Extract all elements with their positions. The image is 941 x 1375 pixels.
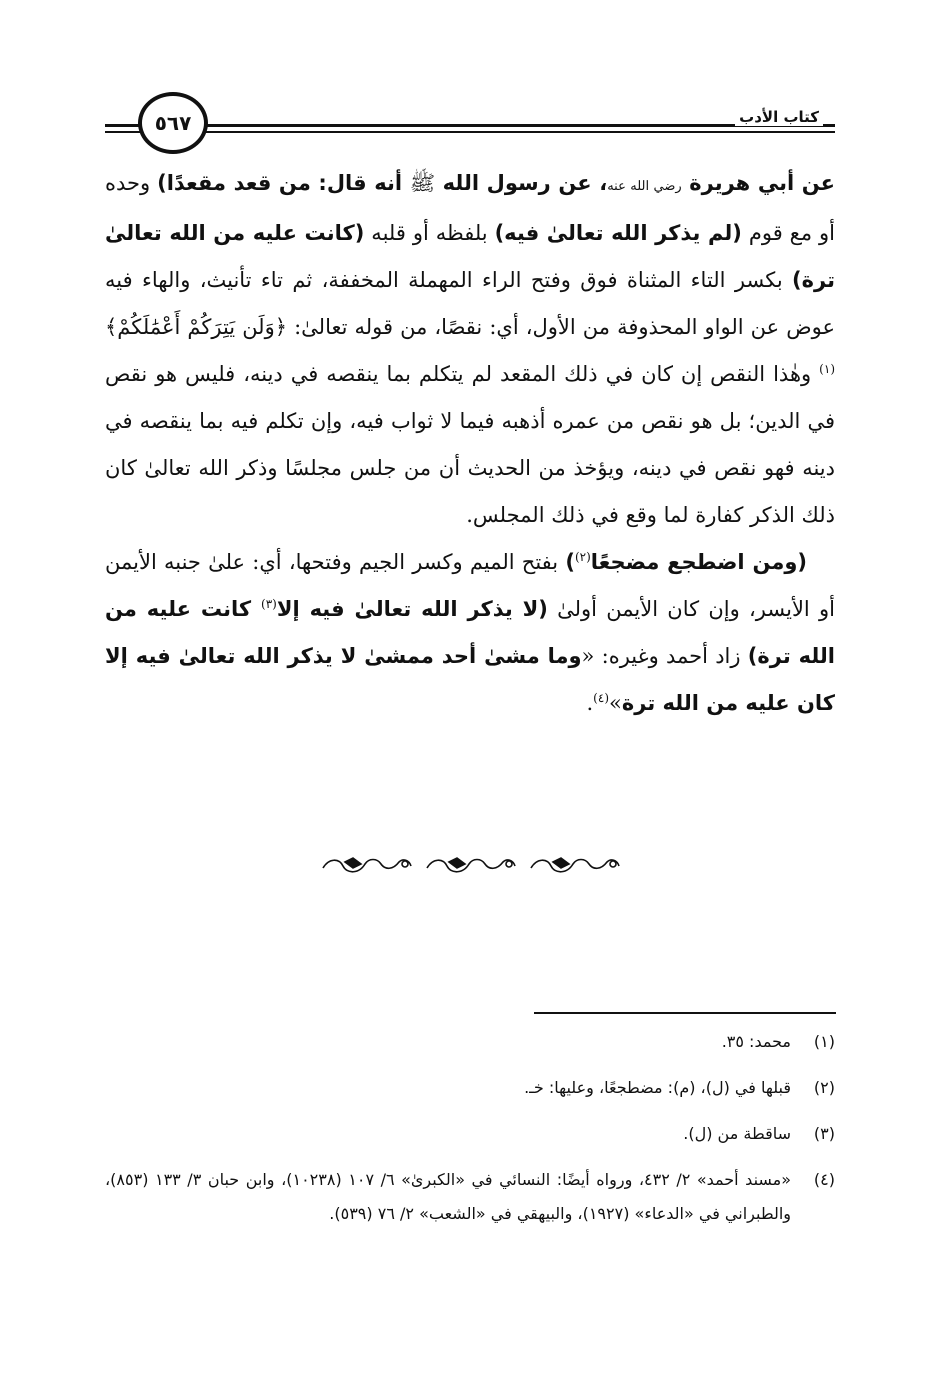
floral-divider-ornament [315, 850, 625, 880]
commentary: وهٰذا النقص إن كان في ذلك المقعد لم يتكلم بما ينقصه في دينه، فليس هو نقص في الدين؛ بل هو نقص من عمره أذهبه فيما لا ثواب فيه، وإن تكلم فيه بما ينقصه في دينه فهو نقص في دينه، ويؤخذ من الحديث أن من جلس مجلسًا وذكر الله تعالىٰ كان ذلك الذكر كفارة لما وقع في ذلك المجلس. [105, 362, 835, 527]
footnote-number: (٤) [813, 1170, 835, 1189]
footnote-ref: (٣) [261, 597, 277, 611]
footnote-ref: (٤) [593, 691, 609, 705]
paragraph-2 [105, 539, 835, 727]
hadith-text: ) [565, 550, 575, 574]
ornament-unit [323, 858, 411, 872]
honorific: ﷺ [409, 171, 436, 195]
hadith-text: (لا يذكر الله تعالىٰ فيه إلا [276, 597, 548, 621]
main-text [105, 160, 835, 727]
commentary: بفتح الميم وكسر الجيم وفتحها، أي: علىٰ جنبه الأيمن أو الأيسر، وإن كان الأيمن أولىٰ [105, 550, 835, 621]
ornament-unit [427, 858, 515, 872]
footnotes [105, 1025, 835, 1243]
quran-verse: ﴿وَلَن يَتِرَكُمْ أَعْمَٰلَكُمْ﴾ [105, 315, 288, 339]
ornament-unit [531, 858, 619, 872]
hadith-text: وما مشىٰ أحد ممشىٰ لا يذكر الله تعالىٰ فيه إلا كان عليه من الله ترة [105, 644, 835, 715]
footnote-ref: (١) [819, 362, 835, 376]
footnote-item [105, 1025, 835, 1059]
page-number: ٥٦٧ [138, 92, 208, 154]
header-rule-bottom [105, 131, 835, 133]
commentary: . [586, 691, 594, 715]
paragraph-1 [105, 160, 835, 539]
commentary: بلفظه أو قلبه [364, 221, 495, 245]
hadith-text: عن أبي هريرة [681, 171, 835, 195]
footnote-number: (٣) [813, 1124, 835, 1143]
hadith-text: ، عن رسول الله [435, 171, 608, 195]
footnote-item [105, 1163, 835, 1231]
footnote-text: «مسند أحمد» ٢/ ٤٣٢، ورواه أيضًا: النسائي في «الكبرىٰ» ٦/ ١٠٧ (١٠٢٣٨)، وابن حبان ٣/ ١٣٣ (٨٥٣)، والطبراني في «الدعاء» (١٩٢٧)، والبيهقي في «الشعب» ٢/ ٧٦ (٥٣٩). [105, 1170, 792, 1223]
footnote-item [105, 1117, 835, 1151]
footnote-text: قبلها في (ل)، (م): مضطجعًا، وعليها: خـ. [524, 1078, 791, 1097]
footnote-ref: (٢) [574, 550, 591, 564]
hadith-text: (لم يذكر الله تعالىٰ فيه) [494, 221, 742, 245]
commentary: وحده أو مع قوم [105, 171, 835, 245]
footnote-number: (١) [813, 1032, 835, 1051]
hadith-text: كانت عليه من الله ترة) [105, 597, 835, 668]
footnote-item [105, 1071, 835, 1105]
footnote-number: (٢) [813, 1078, 835, 1097]
hadith-text: أنه قال: من قعد مقعدًا) [157, 171, 410, 195]
footnote-separator [534, 1012, 836, 1014]
hadith-text: (كانت عليه من الله تعالىٰ ترة) [105, 221, 835, 292]
footnote-text: ساقطة من (ل). [683, 1124, 791, 1143]
commentary: بكسر التاء المثناة فوق وفتح الراء المهملة المخففة، ثم تاء تأنيث، والهاء فيه عوض عن الواو المحذوفة من الأول، أي: نقصًا، من قوله تعالىٰ: [105, 268, 835, 339]
footnote-text: محمد: ٣٥. [721, 1032, 791, 1051]
commentary: زاد أحمد وغيره: « [581, 644, 748, 668]
hadith-text: (ومن اضطجع مضجعًا [590, 550, 807, 574]
header-rule-top [105, 124, 835, 127]
honorific: رضي الله عنه [607, 179, 682, 194]
commentary: » [609, 691, 622, 715]
running-title: كتاب الأدب [735, 108, 823, 126]
